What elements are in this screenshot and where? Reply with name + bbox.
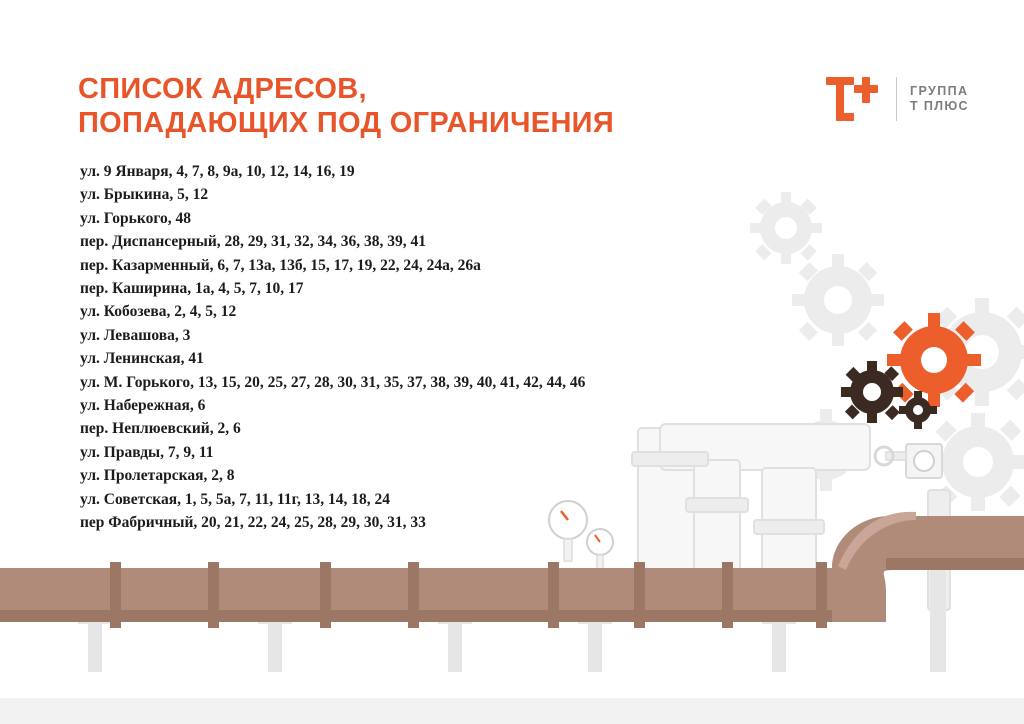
list-item: ул. Кобозева, 2, 4, 5, 12 [80, 303, 237, 321]
list-item: пер. Неплюевский, 2, 6 [80, 420, 241, 438]
list-item: ул. 9 Января, 4, 7, 8, 9а, 10, 12, 14, 16, 19 [80, 163, 355, 180]
gear-icon-dark [841, 361, 937, 429]
list-item: ул. Левашова, 3 [80, 326, 191, 344]
gear-icon-orange [887, 313, 981, 407]
brand-name-line-2: Т ПЛЮС [909, 99, 969, 113]
pressure-gauge-small [587, 529, 613, 571]
list-item: пер. Диспансерный, 28, 29, 31, 32, 34, 36, 38, 39, 41 [80, 233, 427, 251]
valve-icon [875, 444, 942, 478]
list-item: ул. Набережная, 6 [80, 397, 206, 415]
list-item: ул. Брыкина, 5, 12 [80, 186, 209, 204]
brand-name [910, 84, 969, 114]
list-item: ул. Пролетарская, 2, 8 [80, 467, 235, 485]
page-title [78, 72, 718, 140]
list-item: пер Фабричный, 20, 21, 22, 24, 25, 28, 29, 30, 31, 33 [80, 514, 426, 532]
address-list [80, 160, 800, 535]
list-item: пер. Каширина, 1а, 4, 5, 7, 10, 17 [80, 280, 304, 298]
page-title-line-2: ПОПАДАЮЩИХ ПОД ОГРАНИЧЕНИЯ [78, 107, 614, 139]
main-pipeline [0, 512, 1024, 672]
page-title-line-1: СПИСОК АДРЕСОВ, [78, 73, 367, 105]
list-item: ул. Горького, 48 [80, 209, 192, 227]
brand-logo [824, 72, 969, 126]
t-plus-logo-icon [824, 75, 882, 123]
list-item: ул. Правды, 7, 9, 11 [80, 443, 214, 461]
logo-divider [896, 77, 897, 121]
list-item: ул. М. Горького, 13, 15, 20, 25, 27, 28, 30, 31, 35, 37, 38, 39, 40, 41, 42, 44, 46 [80, 373, 586, 391]
list-item: ул. Советская, 1, 5, 5а, 7, 11, 11г, 13, 14, 18, 24 [80, 490, 390, 508]
list-item: пер. Казарменный, 6, 7, 13а, 13б, 15, 17, 19, 22, 24, 24а, 26а [80, 256, 481, 274]
list-item: ул. Ленинская, 41 [80, 350, 204, 368]
brand-name-line-1: ГРУППА [909, 84, 969, 98]
